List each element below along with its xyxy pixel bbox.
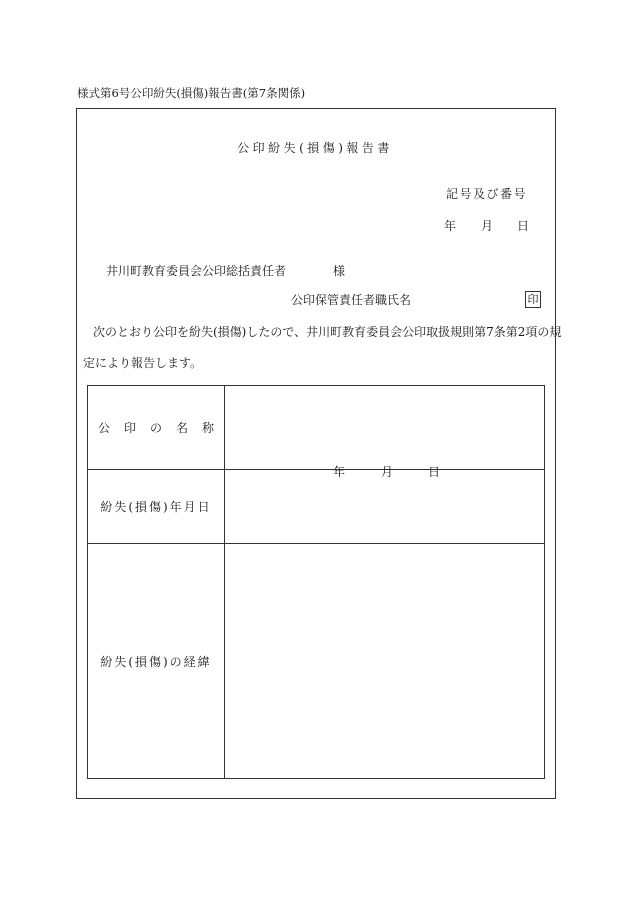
table-row-circumstances [88, 544, 545, 779]
report-table [87, 385, 545, 779]
form-caption: 様式第6号公印紛失(損傷)報告書(第7条関係) [77, 86, 306, 100]
circumstances-field[interactable] [225, 544, 545, 779]
reference-number-label: 記号及び番号 [446, 187, 528, 201]
document-title: 公印紛失(損傷)報告書 [237, 141, 393, 155]
seal-name-label [88, 386, 228, 470]
loss-date-month: 月 [381, 465, 394, 479]
circumstances-label [88, 544, 225, 779]
circumstances-label-text: 紛失(損傷)の経緯 [100, 654, 212, 669]
loss-date-field[interactable] [225, 465, 545, 544]
seal-mark: 印 [525, 291, 541, 308]
header-date-month: 月 [481, 219, 494, 233]
reporter-label: 公印保管責任者職氏名 [291, 293, 412, 307]
loss-date-year: 年 [333, 465, 346, 479]
seal-name-field[interactable] [225, 386, 545, 470]
seal-name-label-text: 公印の名称 [97, 421, 228, 435]
loss-date-label-text: 紛失(損傷)年月日 [100, 500, 212, 514]
body-text-line-1: 次のとおり公印を紛失(損傷)したので、井川町教育委員会公印取扱規則第7条第2項の規 [93, 325, 562, 339]
body-text-line-2: 定により報告します。 [83, 356, 203, 370]
table-row-seal-name [88, 386, 545, 470]
table-row-loss-date [88, 470, 545, 544]
header-date-day: 日 [517, 219, 530, 233]
addressee: 井川町教育委員会公印総括責任者 [106, 264, 287, 278]
header-date-year: 年 [444, 219, 457, 233]
loss-date-day: 日 [428, 465, 441, 479]
loss-date-label [88, 470, 225, 544]
honorific: 様 [333, 264, 346, 278]
